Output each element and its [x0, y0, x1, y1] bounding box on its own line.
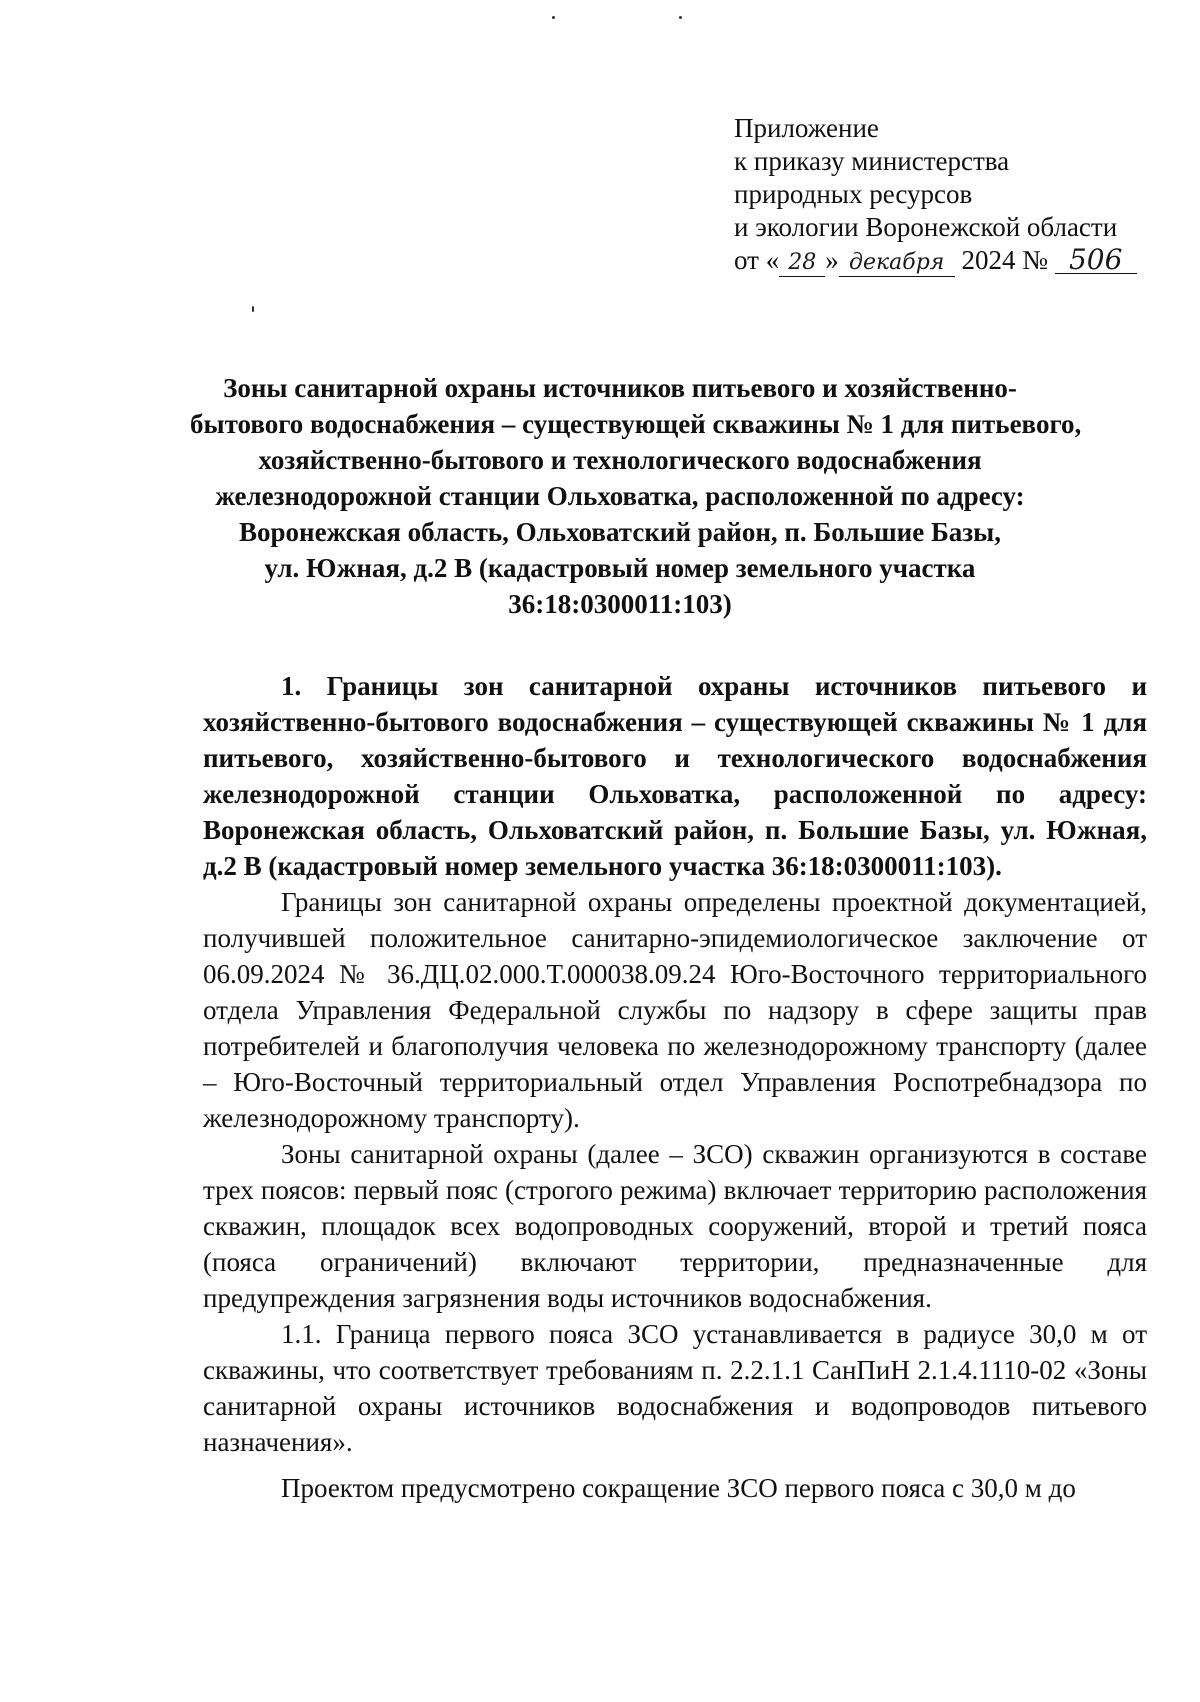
document-title: [190, 370, 1082, 622]
appendix-line: к приказу министерства: [734, 146, 1010, 176]
body-paragraph: Зоны санитарной охраны (далее – ЗСО) скважин организуются в составе трех поясов: первый пояс (строгого режима) включает территорию расположения скважин, площадок всех водопроводных сооружений, второй и третий пояса (пояса ограничений) включают территории, предназначенные для предупреждения загрязнения воды источников водоснабжения.: [203, 1139, 1147, 1313]
body-paragraph: 1.1. Граница первого пояса ЗСО устанавливается в радиусе 30,0 м от скважины, что соответствует требованиям п. 2.2.1.1 СанПиН 2.1.4.1110-02 «Зоны санитарной охраны источников водоснабжения и водопроводов питьевого назначения».: [203, 1319, 1147, 1457]
section-heading: 1. Границы зон санитарной охраны источников питьевого и хозяйственно-бытового водоснабжения – существующей скважины № 1 для питьевого, хозяйственно-бытового и технологического водоснабжения железнодорожной станции Ольховатка, расположенной по адресу: Воронежская область, Ольховатский район, п. Большие Базы, ул. Южная, д.2 В (кадастровый номер земельного участка 36:18:0300011:103).: [203, 671, 1147, 881]
order-date-number-line: [734, 244, 1174, 277]
title-line: Зоны санитарной охраны источников питьевого и хозяйственно-: [223, 373, 1017, 403]
title-line: ул. Южная, д.2 В (кадастровый номер земельного участка: [264, 553, 976, 583]
handwritten-day: 28: [779, 250, 825, 277]
scan-speck: [552, 16, 555, 19]
year-label: 2024 №: [961, 245, 1048, 275]
title-line: Воронежская область, Ольховатский район, п. Большие Базы,: [239, 517, 1001, 547]
handwritten-order-number: 506: [1055, 247, 1137, 274]
document-body: [203, 668, 1147, 1506]
title-line: 36:18:0300011:103): [508, 589, 732, 619]
appendix-line: природных ресурсов: [734, 179, 973, 209]
scan-speck: [252, 306, 254, 312]
title-line: бытового водоснабжения – существующей скважины № 1 для питьевого,: [190, 409, 1082, 439]
quote-close: »: [825, 245, 839, 275]
body-paragraph: Проектом предусмотрено сокращение ЗСО первого пояса с 30,0 м до: [281, 1473, 1076, 1503]
title-line: железнодорожной станции Ольховатка, расположенной по адресу:: [215, 481, 1025, 511]
from-label: от «: [734, 245, 780, 275]
body-paragraph: Границы зон санитарной охраны определены проектной документацией, получившей положительное санитарно-эпидемиологическое заключение от 06.09.2024 № 36.ДЦ.02.000.Т.000038.09.24 Юго-Восточного территориального отдела Управления Федеральной службы по надзору в сфере защиты прав потребителей и благополучия человека по железнодорожному транспорту (далее – Юго-Восточный территориальный отдел Управления Роспотребнадзора по железнодорожному транспорту).: [203, 887, 1147, 1133]
scan-speck: [679, 16, 682, 19]
title-line: хозяйственно-бытового и технологического водоснабжения: [258, 445, 982, 475]
appendix-block: [734, 112, 1174, 277]
appendix-line: Приложение: [734, 113, 879, 143]
handwritten-month: декабря: [839, 250, 955, 277]
appendix-line: и экологии Воронежской области: [734, 212, 1118, 242]
